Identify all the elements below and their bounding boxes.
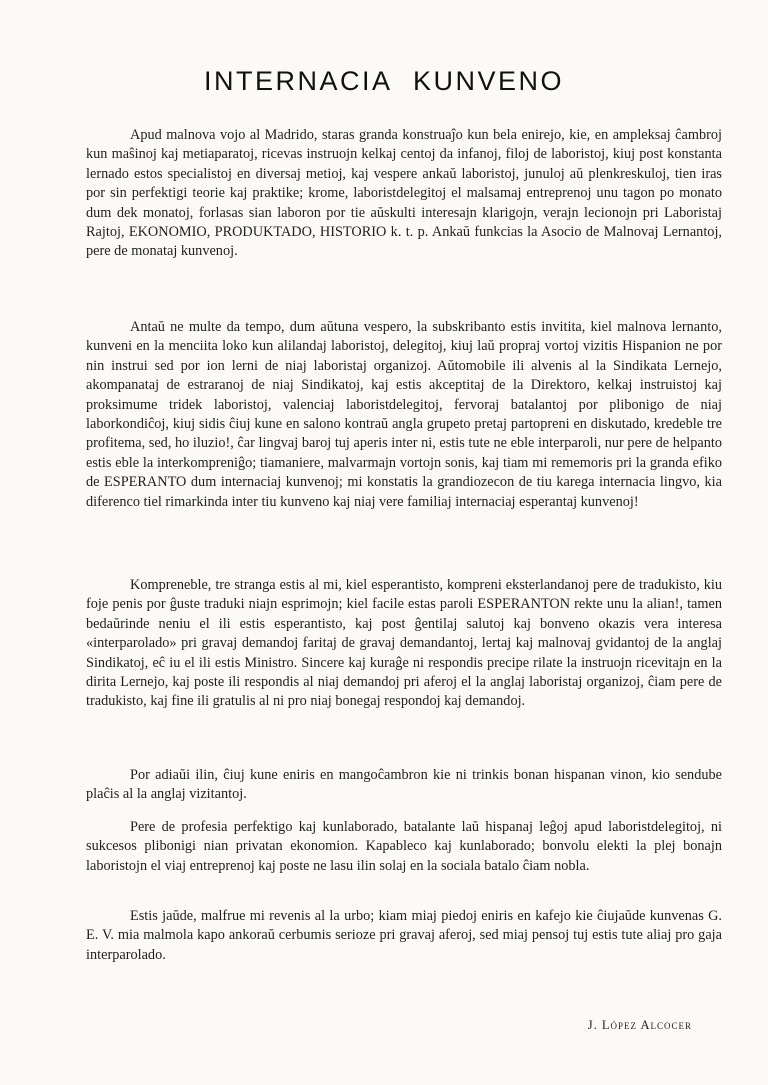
author-signature xyxy=(588,1018,692,1033)
page-title: INTERNACIA KUNVENO xyxy=(203,66,565,97)
paragraph-2: Antaŭ ne multe da tempo, dum aŭtuna vespero, la subskribanto estis invitita, kiel malnova lernanto, kunveni en la menciita loko kun alilandaj laboristoj, delegitoj, kiuj laŭ propraj vortoj vizitis Hispanion ne por nin instrui sed por ion lerni de niaj laboristaj organizoj. Aŭtomobile ili alvenis al la Sindikata Lernejo, akompanataj de estraranoj de niaj Sindikatoj, kaj estis akceptitaj de la Direktoro, kelkaj instruistoj kaj proksimume tridek laboristoj, valenciaj laboristdelegitoj, fervoraj batalantoj por plibonigo de niaj laborkondiĉoj, kiuj sidis ĉiuj kune en salono kontraŭ angla grupeto pretaj partopreni en diskutado, kredeble tre profitema, sed, ho iluzio!, ĉar lingvaj baroj tuj aperis inter ni, estis tute ne eble interparoli, nur pere de helpanto estis eble la interkompreniĝo; tiamaniere, malvarmajn vortojn sonis, kaj tiam mi rememoris pri la granda efiko de ESPERANTO dum internaciaj kunvenoj; mi konstatis la grandiozecon de tiu karega internacia lingvo, kia diferenco tiel rimarkinda inter tiu kunveno kaj niaj vere familiaj internaciaj esperantaj kunvenoj! xyxy=(86,319,722,510)
author-name: López Alcocer xyxy=(601,1018,692,1032)
author-initial: J. xyxy=(587,1018,602,1032)
paragraph-3: Kompreneble, tre stranga estis al mi, kiel esperantisto, kompreni eksterlandanoj pere de tradukisto, kiu foje penis por ĝuste traduki niajn esprimojn; kiel facile estas paroli ESPERANTON rekte unu la alian!, tamen bedaŭrinde neniu el ili estis esperantisto, kaj post ĝentilaj salutoj kaj bonveno okazis vera interesa «interparolado» pri gravaj demandoj faritaj de gravaj demandantoj, lertaj kaj malnovaj gvidantoj de la anglaj Sindikatoj, eĉ iu el ili estis Ministro. Sincere kaj kuraĝe ni respondis precipe rilate la instruojn ricevitajn en la dirita Lernejo, kaj poste ili respondis al niaj demandoj pri aferoj el la anglaj laboristaj organizoj, ĉiam pere de tradukisto, kaj fine ili gratulis al ni pro niaj bonegaj respondoj kaj demandoj. xyxy=(86,577,722,710)
paragraph-4: Por adiaŭi ilin, ĉiuj kune eniris en mangoĉambron kie ni trinkis bonan hispanan vinon, kio sendube plaĉis al la anglaj vizitantoj. xyxy=(86,767,722,803)
paragraph-1: Apud malnova vojo al Madrido, staras granda konstruaĵo kun bela enirejo, kie, en ampleksaj ĉambroj kun maŝinoj kaj metiaparatoj, ricevas instruojn kelkaj centoj da infanoj, filoj de laboristoj, kiuj post konstanta lernado estos specialistoj en diversaj metioj, kaj vespere ankaŭ laboristoj, junuloj aŭ plenkreskuloj, tien iras por sin perfektigi teorie kaj praktike; krome, laboristdelegitoj el malsamaj entreprenoj unu tagon po monato dum dek monatoj, forlasas sian laboron por tie aŭskulti interesajn klarigojn, verajn lecionojn pri Laboristaj Rajtoj, EKONOMIO, PRODUKTADO, HISTORIO k. t. p. Ankaŭ funkcias la Asocio de Malnovaj Lernantoj, pere de monataj kunvenoj. xyxy=(86,127,722,260)
paragraph-5: Pere de profesia perfektigo kaj kunlaborado, batalante laŭ hispanaj leĝoj apud laboristdelegitoj, ni sukcesos plibonigi nian privatan ekonomion. Kapableco kaj kunlaborado; bonvolu elekti la plej bonajn laboristojn el viaj entreprenoj kaj poste ne lasu ilin solaj en la sociala batalo ĉiam nobla. xyxy=(86,819,722,874)
paragraph-6: Estis jaŭde, malfrue mi revenis al la urbo; kiam miaj piedoj eniris en kafejo kie ĉiujaŭde kunvenas G. E. V. mia malmola kapo ankoraŭ cerbumis serioze pri gravaj aferoj, sed miaj pensoj tuj estis tute aliaj pro gaja interparolado. xyxy=(86,908,722,963)
